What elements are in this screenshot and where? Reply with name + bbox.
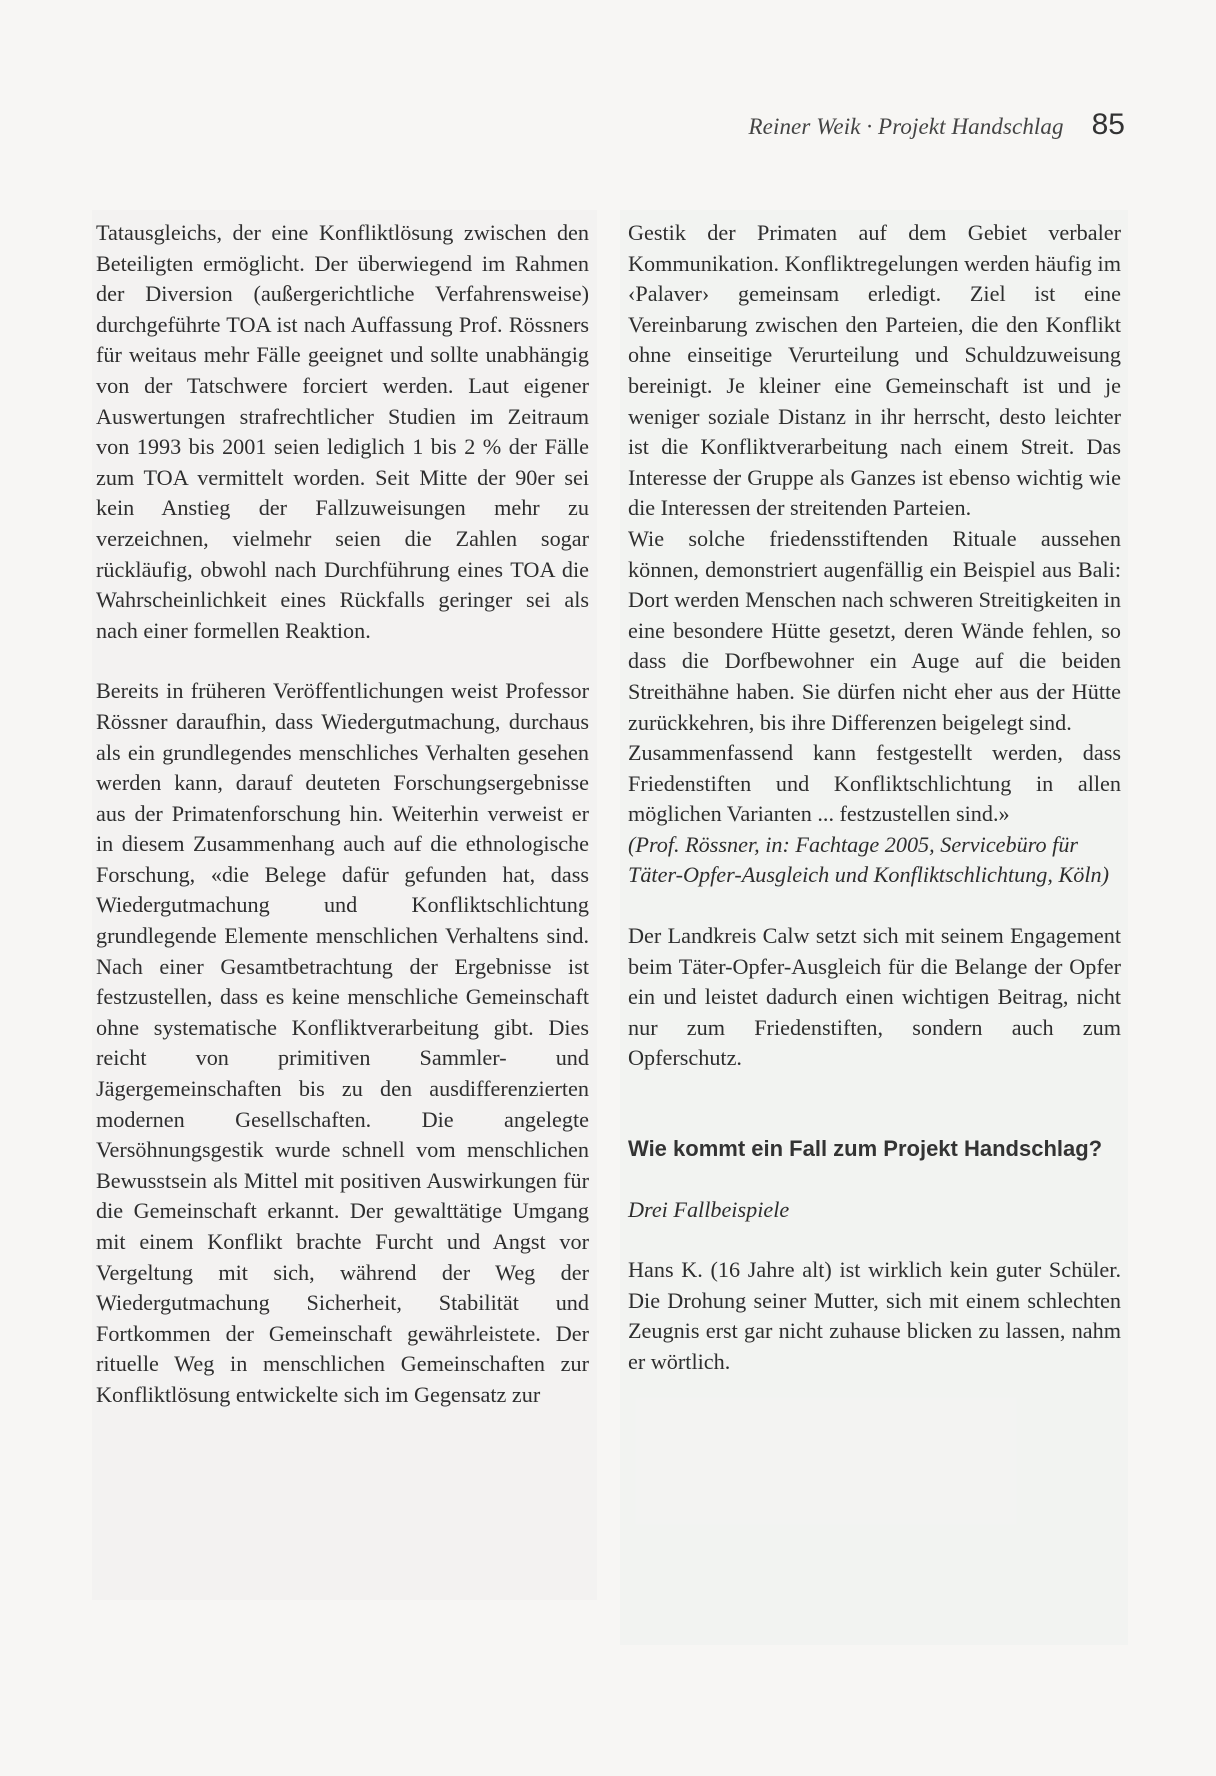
body-paragraph: Bereits in früheren Veröffentlichungen weist Professor Rössner daraufhin, dass Wiedergutmachung, durchaus als ein grundlegendes menschliches Verhalten gesehen werden kann, darauf deuteten Forschungsergebnisse aus der Primatenforschung hin. Weiterhin verweist er in diesem Zusammenhang auch auf die ethnologische Forschung, «die Belege dafür gefunden hat, dass Wiedergutmachung und Konfliktschlichtung grundlegende Elemente menschlichen Verhaltens sind. Nach einer Gesamtbetrachtung der Ergebnisse ist festzustellen, dass es keine menschliche Gemeinschaft ohne systematische Konfliktverarbeitung gibt. Dies reicht von primitiven Sammler- und Jägergemeinschaften bis zu den ausdifferenzierten modernen Gesellschaften. Die angelegte Versöhnungsgestik wurde schnell vom menschlichen Bewusstsein als Mittel mit positiven Auswirkungen für die Gemeinschaft erkannt. Der gewalttätige Umgang mit einem Konflikt brachte Furcht und Angst vor Vergeltung mit sich, während der Weg der Wiedergutmachung Sicherheit, Stabilität und Fortkommen der Gemeinschaft gewährleistete. Der rituelle Weg in menschlichen Gemeinschaften zur Konfliktlösung entwickelte sich im Gegensatz zur	[96, 678, 589, 1407]
page-header	[705, 108, 1125, 148]
citation: (Prof. Rössner, in: Fachtage 2005, Servicebüro für Täter-Opfer-Ausgleich und Konfliktschlichtung, Köln)	[628, 831, 1110, 888]
body-paragraph: Der Landkreis Calw setzt sich mit seinem Engagement beim Täter-Opfer-Ausgleich für die Belange der Opfer ein und leistet dadurch einen wichtigen Beitrag, nicht nur zum Friedenstiften, sondern auch zum Opferschutz.	[628, 923, 1121, 1071]
left-column	[96, 218, 589, 1411]
page-number: 85	[1091, 108, 1125, 141]
right-column	[628, 218, 1121, 1378]
subheading: Drei Fallbeispiele	[628, 1196, 790, 1222]
body-paragraph: Hans K. (16 Jahre alt) ist wirklich kein guter Schüler. Die Drohung seiner Mutter, sich mit einem schlechten Zeugnis erst gar nicht zuhause blicken zu lassen, nahm er wörtlich.	[628, 1257, 1121, 1374]
paragraph-spacer	[96, 646, 589, 676]
body-paragraph: Wie solche friedensstiftenden Rituale aussehen können, demonstriert augenfällig ein Beispiel aus Bali: Dort werden Menschen nach schweren Streitigkeiten in eine besondere Hütte gesetzt, deren Wände fehlen, so dass die Dorfbewohner ein Auge auf die beiden Streithähne haben. Sie dürfen nicht eher aus der Hütte zurückkehren, bis ihre Differenzen beigelegt sind.	[628, 525, 1121, 735]
body-paragraph: Gestik der Primaten auf dem Gebiet verbaler Kommunikation. Konfliktregelungen werden häufig im ‹Palaver› gemeinsam erledigt. Ziel ist eine Vereinbarung zwischen den Parteien, die den Konflikt ohne einseitige Verurteilung und Schuldzuweisung bereinigt. Je kleiner eine Gemeinschaft ist und je weniger soziale Distanz in ihr herrscht, desto leichter ist die Konfliktverarbeitung nach einem Streit. Das Interesse der Gruppe als Ganzes ist ebenso wichtig wie die Interessen der streitenden Parteien.	[628, 220, 1121, 521]
body-paragraph: Tatausgleichs, der eine Konfliktlösung zwischen den Beteiligten ermöglicht. Der überwiegend im Rahmen der Diversion (außergerichtliche Verfahrensweise) durchgeführte TOA ist nach Auffassung Prof. Rössners für weitaus mehr Fälle geeignet und sollte unabhängig von der Tatschwere forciert werden. Laut eigener Auswertungen strafrechtlicher Studien im Zeitraum von 1993 bis 2001 seien lediglich 1 bis 2 % der Fälle zum TOA vermittelt worden. Seit Mitte der 90er sei kein Anstieg der Fallzuweisungen mehr zu verzeichnen, vielmehr seien die Zahlen sogar rückläufig, obwohl nach Durchführung eines TOA die Wahrscheinlichkeit eines Rückfalls geringer sei als nach einer formellen Reaktion.	[96, 220, 589, 643]
section-heading: Wie kommt ein Fall zum Projekt Handschlag?	[628, 1136, 1103, 1162]
running-head: Reiner Weik · Projekt Handschlag	[748, 114, 1064, 139]
paragraph-spacer	[628, 1225, 1121, 1255]
paragraph-spacer	[628, 1074, 1121, 1104]
paragraph-spacer	[628, 1104, 1121, 1134]
paragraph-spacer	[628, 1165, 1121, 1195]
body-paragraph: Zusammenfassend kann festgestellt werden, dass Friedenstiften und Konfliktschlichtung in allen möglichen Varianten ... festzustellen sind.»	[628, 740, 1121, 827]
paragraph-spacer	[628, 891, 1121, 921]
